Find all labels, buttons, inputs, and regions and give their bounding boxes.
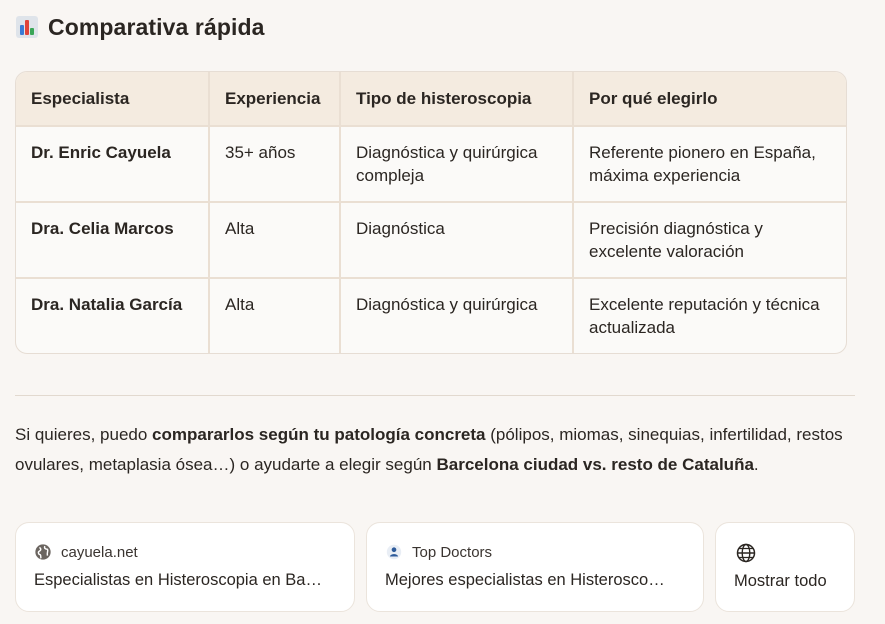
specialist-name: Dr. Enric Cayuela	[16, 126, 209, 202]
table-row	[16, 202, 847, 278]
column-header-experiencia: Experiencia	[209, 72, 340, 126]
column-header-tipo: Tipo de histeroscopia	[340, 72, 573, 126]
experience-cell: Alta	[209, 202, 340, 278]
paragraph-bold-text: compararlos según tu patología concreta	[152, 425, 486, 444]
source-card-cayuela[interactable]	[15, 522, 355, 612]
paragraph-text: (pólipos, miomas, sinequias, infertilidad, restos ovulares, metaplasia ósea…) o ayudarte a elegir según	[15, 425, 843, 474]
reason-cell: Referente pionero en España, máxima experiencia	[573, 126, 847, 202]
type-cell: Diagnóstica y quirúrgica	[340, 278, 573, 353]
source-card-topdoctors[interactable]	[366, 522, 704, 612]
follow-up-paragraph	[15, 420, 865, 479]
column-header-especialista: Especialista	[16, 72, 209, 126]
globe-icon	[34, 543, 52, 561]
table-row	[16, 126, 847, 202]
source-site-name: Top Doctors	[412, 543, 493, 561]
show-all-button[interactable]	[715, 522, 855, 612]
specialist-name: Dra. Natalia García	[16, 278, 209, 353]
source-site	[385, 543, 492, 561]
type-cell: Diagnóstica	[340, 202, 573, 278]
paragraph-text: .	[753, 454, 759, 474]
table-row	[16, 278, 847, 353]
paragraph-text: Si quieres, puedo	[15, 425, 153, 444]
source-site	[34, 543, 138, 561]
comparison-table	[15, 71, 847, 354]
source-title: Mejores especialistas en Histerosco…	[385, 571, 665, 589]
specialist-name: Dra. Celia Marcos	[16, 202, 209, 278]
reason-cell: Precisión diagnóstica y excelente valoración	[573, 202, 847, 278]
paragraph-bold-text: Barcelona ciudad vs. resto de Cataluña	[436, 454, 754, 474]
bar-chart-icon	[15, 15, 39, 39]
source-site-name: cayuela.net	[61, 543, 138, 561]
experience-cell: 35+ años	[209, 126, 340, 202]
show-all-label: Mostrar todo	[734, 572, 827, 590]
type-cell: Diagnóstica y quirúrgica compleja	[340, 126, 573, 202]
heading-title: Comparativa rápida	[48, 13, 265, 40]
divider	[15, 395, 855, 396]
experience-cell: Alta	[209, 278, 340, 353]
reason-cell: Excelente reputación y técnica actualizada	[589, 295, 820, 337]
top-doctors-icon	[385, 543, 403, 561]
section-heading	[15, 0, 885, 52]
globe-icon	[736, 543, 756, 563]
table-header-row	[16, 72, 847, 126]
source-title: Especialistas en Histeroscopia en Ba…	[34, 571, 322, 589]
column-header-por-que: Por qué elegirlo	[573, 72, 847, 126]
